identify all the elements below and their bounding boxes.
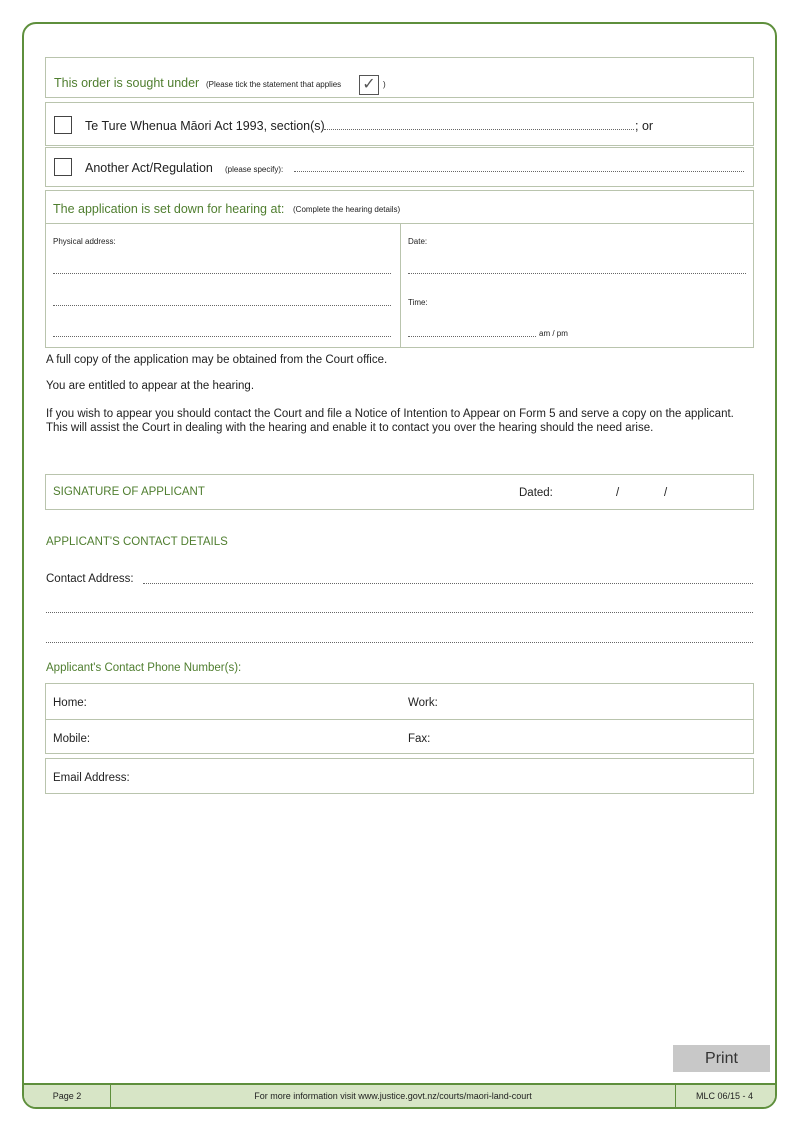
option2-label: Another Act/Regulation xyxy=(85,161,213,175)
fax-label[interactable]: Fax: xyxy=(408,733,431,745)
ampm-label: am / pm xyxy=(539,329,568,338)
date-separator: / xyxy=(616,487,620,499)
email-label: Email Address: xyxy=(53,772,130,784)
time-field[interactable] xyxy=(408,336,536,337)
home-label[interactable]: Home: xyxy=(53,697,87,709)
signature-label: SIGNATURE OF APPLICANT xyxy=(53,486,205,498)
hearing-heading: The application is set down for hearing at: xyxy=(53,202,285,216)
contact-address-line-2[interactable] xyxy=(46,612,753,613)
contact-address-line-1[interactable] xyxy=(143,583,753,584)
order-instruction-close: ) xyxy=(383,80,386,89)
phone-table xyxy=(45,683,754,754)
option2-row xyxy=(45,147,754,187)
address-line-2[interactable] xyxy=(53,305,391,306)
date-field[interactable] xyxy=(408,273,746,274)
address-line-3[interactable] xyxy=(53,336,391,337)
option2-checkbox[interactable] xyxy=(54,158,72,176)
option1-label: Te Ture Whenua Māori Act 1993, section(s) xyxy=(85,119,325,133)
option2-note: (please specify): xyxy=(225,165,284,174)
date-label: Date: xyxy=(408,237,428,246)
signature-box[interactable] xyxy=(45,474,754,510)
paragraph-appear: If you wish to appear you should contact the Court and file a Notice of Intention to Appear on Form 5 and serve a copy on the applicant. This will assist the Court in dealing with the hearing and enable it to contact you over the hearing should the need arise. xyxy=(46,408,734,434)
date-separator: / xyxy=(664,487,668,499)
checkmark-icon: ✓ xyxy=(359,75,379,95)
footer-info: For more information visit www.justice.govt.nz/courts/maori-land-court xyxy=(111,1085,676,1107)
contact-address-label: Contact Address: xyxy=(46,573,134,585)
dated-label: Dated: xyxy=(519,487,553,499)
divider xyxy=(400,223,401,348)
email-box[interactable] xyxy=(45,758,754,794)
address-line-1[interactable] xyxy=(53,273,391,274)
paragraph-entitled: You are entitled to appear at the hearing. xyxy=(46,380,255,392)
paragraph-copy: A full copy of the application may be obtained from the Court office. xyxy=(46,354,388,366)
hearing-box xyxy=(45,190,754,348)
footer-code: MLC 06/15 - 4 xyxy=(695,1091,754,1101)
print-button[interactable]: Print xyxy=(673,1045,770,1072)
option1-section-field[interactable] xyxy=(324,129,634,130)
work-label[interactable]: Work: xyxy=(408,697,438,709)
divider xyxy=(46,719,753,720)
order-instruction: (Please tick the statement that applies xyxy=(206,80,342,89)
phone-heading: Applicant's Contact Phone Number(s): xyxy=(46,662,242,674)
footer xyxy=(24,1083,775,1107)
footer-page: Page 2 xyxy=(24,1085,111,1107)
option2-specify-field[interactable] xyxy=(294,171,744,172)
order-heading: This order is sought under xyxy=(54,76,200,90)
option1-checkbox[interactable] xyxy=(54,116,72,134)
physical-address-label: Physical address: xyxy=(53,237,116,246)
time-label: Time: xyxy=(408,298,428,307)
order-heading-box xyxy=(45,57,754,98)
contact-heading: APPLICANT'S CONTACT DETAILS xyxy=(46,536,228,548)
contact-address-line-3[interactable] xyxy=(46,642,753,643)
option1-suffix: ; or xyxy=(635,119,654,133)
hearing-note: (Complete the hearing details) xyxy=(293,205,401,214)
option1-row xyxy=(45,102,754,146)
mobile-label[interactable]: Mobile: xyxy=(53,733,91,745)
